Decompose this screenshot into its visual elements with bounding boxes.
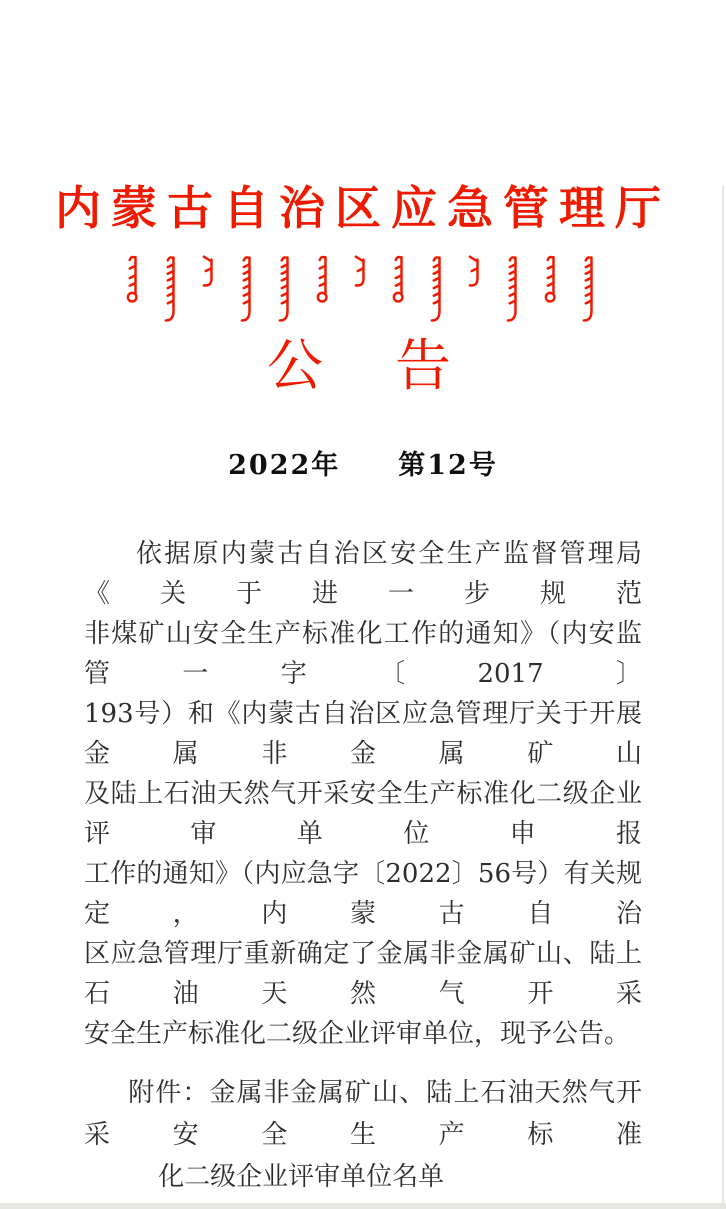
- mongolian-word: [429, 253, 450, 327]
- mongolian-word: [505, 253, 526, 327]
- body-line: 依据原内蒙古自治区安全生产监督管理局《关于进一步规范: [84, 539, 642, 609]
- mongolian-word: [239, 253, 260, 327]
- announcement-body: [84, 534, 642, 1054]
- body-line: 安全生产标准化二级企业评审单位，现予公告。: [84, 1019, 631, 1049]
- mongolian-word: [581, 253, 602, 327]
- body-line: 193号）和《内蒙古自治区应急管理厅关于开展金属非金属矿山: [84, 699, 642, 769]
- body-line: 区应急管理厅重新确定了金属非金属矿山、陆上石油天然气开采: [84, 939, 642, 1009]
- attachment-note: [84, 1072, 642, 1198]
- mongolian-word: [125, 253, 146, 307]
- mongolian-word: [543, 253, 564, 307]
- mongolian-word: [315, 253, 336, 307]
- mongolian-word: [163, 253, 184, 327]
- mongolian-script-title: [0, 253, 726, 327]
- body-line: 及陆上石油天然气开采安全生产标准化二级企业评审单位申报: [84, 779, 642, 849]
- page-bottom-edge: [0, 1203, 726, 1209]
- document-page: [0, 181, 726, 1209]
- attachment-line: 附件：金属非金属矿山、陆上石油天然气开采安全生产标准: [84, 1078, 642, 1150]
- announcement-heading: 公 告: [267, 334, 459, 399]
- mongolian-word: [353, 253, 374, 291]
- mongolian-word: [467, 253, 488, 291]
- page-right-edge: [722, 185, 724, 1209]
- body-line: 非煤矿山安全生产标准化工作的通知》（内安监管一字〔2017〕: [84, 619, 642, 689]
- mongolian-word: [277, 253, 298, 327]
- mongolian-word: [391, 253, 412, 307]
- attachment-line: 化二级企业评审单位名单: [158, 1162, 445, 1192]
- mongolian-word: [201, 253, 222, 291]
- issue-number: 2022年 第12号: [228, 450, 498, 481]
- body-line: 工作的通知》（内应急字〔2022〕56号）有关规定，内蒙古自治: [84, 859, 642, 929]
- department-title: 内蒙古自治区应急管理厅: [55, 181, 671, 235]
